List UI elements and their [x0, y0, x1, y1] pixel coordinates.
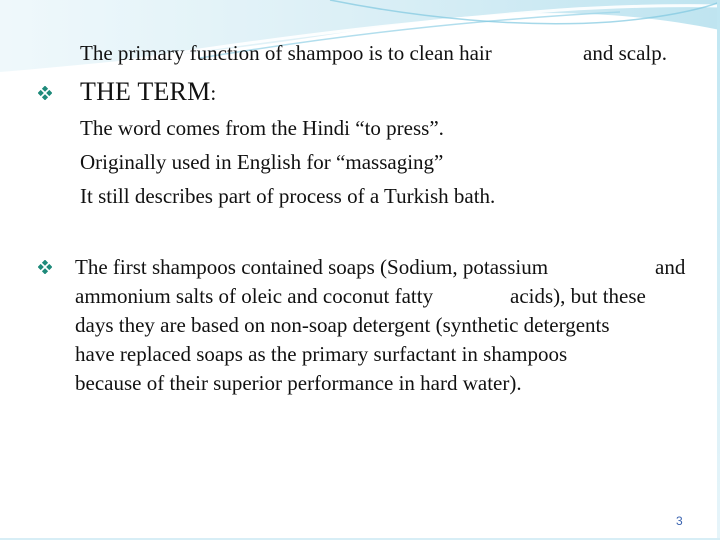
paragraph-line-3: days they are based on non-soap detergent (synthetic detergents — [75, 313, 610, 337]
intro-line-part2: and scalp. — [583, 41, 667, 65]
term-line-2: Originally used in English for “massaging” — [80, 150, 444, 174]
paragraph-line-4: have replaced soaps as the primary surfactant in shampoos — [75, 342, 568, 366]
section-heading — [80, 77, 216, 108]
diamond-quad-bullet-icon — [38, 86, 52, 100]
term-line-1: The word comes from the Hindi “to press”. — [80, 116, 444, 140]
page-number: 3 — [676, 514, 683, 528]
diamond-quad-bullet-icon — [38, 260, 52, 274]
heading-colon: : — [210, 81, 217, 105]
term-line-3: It still describes part of process of a Turkish bath. — [80, 184, 496, 208]
paragraph-line-1-end: and — [655, 255, 686, 279]
paragraph-line-2: ammonium salts of oleic and coconut fatty — [75, 284, 434, 308]
paragraph-line-2-end: acids), but these — [510, 284, 646, 308]
intro-line-part1: The primary function of shampoo is to clean hair — [80, 41, 492, 65]
paragraph-line-1: The first shampoos contained soaps (Sodium, potassium — [75, 255, 549, 279]
paragraph-line-5: because of their superior performance in hard water). — [75, 371, 522, 395]
heading-main: THE TERM — [80, 77, 211, 106]
